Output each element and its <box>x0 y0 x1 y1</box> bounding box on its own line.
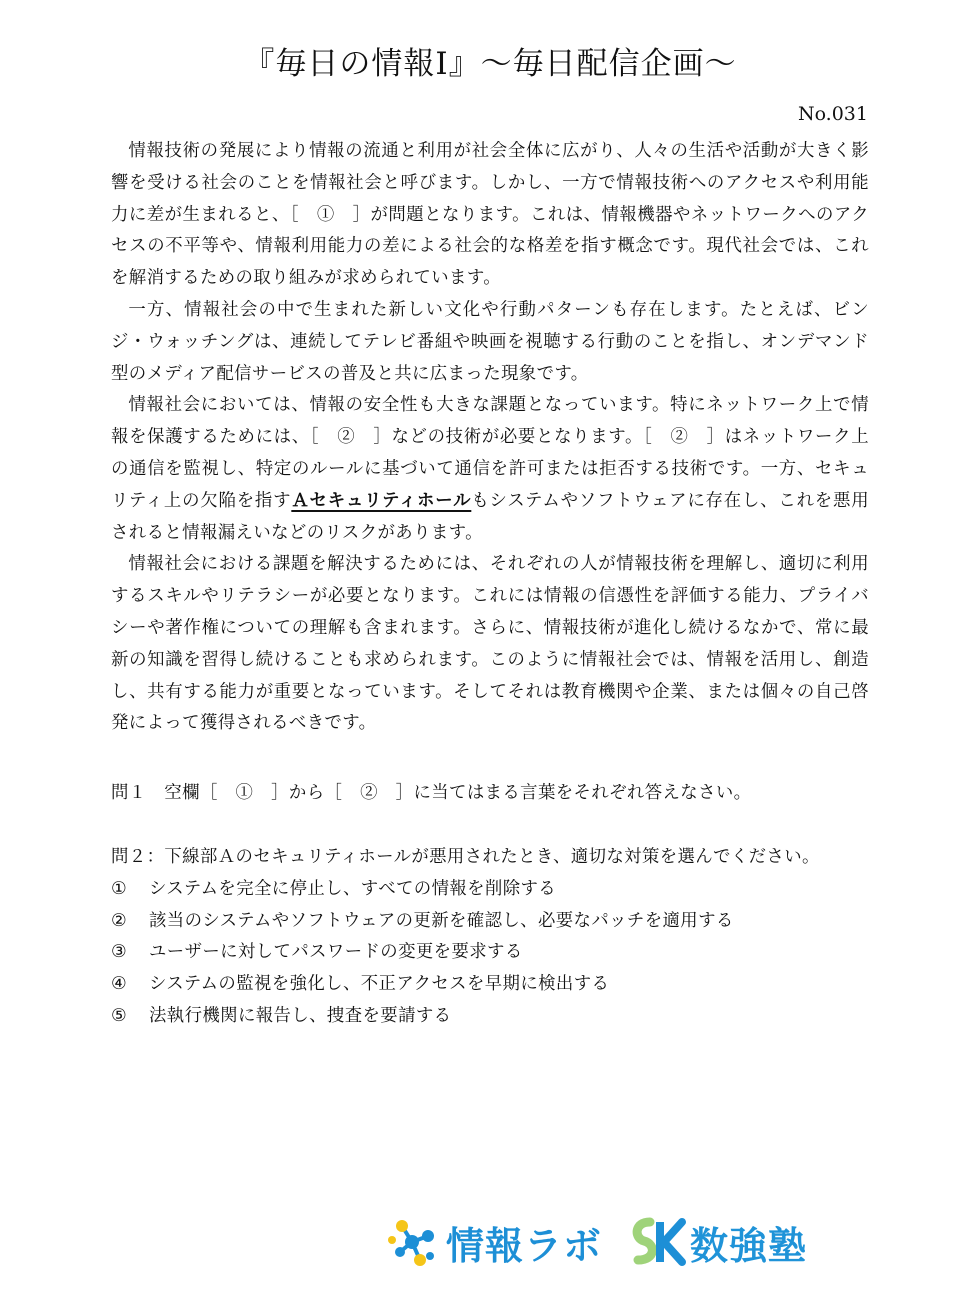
option-mark: ① <box>111 878 127 899</box>
option-text: 該当のシステムやソフトウェアの更新を確認し、必要なパッチを適用する <box>149 910 734 931</box>
option-mark: ④ <box>111 974 127 995</box>
issue-number: No.031 <box>797 103 868 125</box>
question-2-stem: 問２：下線部Ａのセキュリティホールが悪用されたとき、適切な対策を選んでください。 <box>111 847 820 867</box>
paragraph-1-text-b: が問題となります。これは、情報機器やネットワークへのアクセスの不平等や、情報利用能力の差による社会的な格差を指す概念です。現代社会では、これを解消するための取り組みが求められています。 <box>111 204 869 289</box>
joho-labo-logo <box>384 1214 602 1270</box>
option-text: 法執行機関に報告し、捜査を要請する <box>149 1005 452 1026</box>
option-item[interactable] <box>111 906 869 938</box>
sukyojuku-text: 数強塾 <box>690 1223 808 1268</box>
paragraph-1-text-a: 情報技術の発展により情報の流通と利用が社会全体に広がり、人々の生活や活動が大きく影響を受ける社会のことを情報社会と呼びます。しかし、一方で情報技術へのアクセスや利用能力に差が生まれると、 <box>111 141 869 225</box>
underlined-security-hole: Ａセキュリティホール <box>291 490 472 511</box>
paragraph-3 <box>111 390 869 549</box>
option-text: システムを完全に停止し、すべての情報を削除する <box>149 878 557 899</box>
paragraph-3-text-b: などの技術が必要となります。 <box>391 427 644 448</box>
blank-1: ［ ① ］ <box>289 204 371 225</box>
page-title: 『毎日の情報Ⅰ』〜毎日配信企画〜 <box>243 46 737 82</box>
option-text: ユーザーに対してパスワードの変更を要求する <box>149 942 523 963</box>
option-mark: ③ <box>111 942 127 963</box>
footer-logos <box>384 1212 807 1272</box>
option-item[interactable] <box>111 874 869 906</box>
sk-monogram-icon <box>624 1214 686 1270</box>
option-mark: ② <box>111 910 127 931</box>
blank-2: ［ ② ］ <box>309 427 392 448</box>
option-text: システムの監視を強化し、不正アクセスを早期に検出する <box>149 974 610 995</box>
molecule-dots-icon <box>384 1214 440 1270</box>
question-2-options <box>111 874 869 1033</box>
joho-labo-text: 情報ラボ <box>446 1223 603 1268</box>
paragraph-4: 情報社会における課題を解決するためには、それぞれの人が情報技術を理解し、適切に利用するスキルやリテラシーが必要となります。これには情報の信憑性を評価する能力、プライバシーや著作権についての理解も含まれます。さらに、情報技術が進化し続けるなかで、常に最新の知識を習得し続けることも求められます。このように情報社会では、情報を活用し、創造し、共有する能力が重要となっています。そしてそれは教育機関や企業、または個々の自己啓発によって獲得されるべきです。 <box>111 554 869 734</box>
option-item[interactable] <box>111 1001 869 1033</box>
option-mark: ⑤ <box>111 1005 127 1026</box>
paragraph-1 <box>111 136 869 295</box>
question-1: 問１ 空欄［ ① ］から［ ② ］に当てはまる言葉をそれぞれ答えなさい。 <box>111 783 752 803</box>
paragraph-3-text-a: 情報社会においては、情報の安全性も大きな課題となっています。特にネットワーク上で情報を保護するためには、 <box>111 395 869 448</box>
paragraph-3-text-d: もシステムやソフトウェアに存在し、これを悪用されると情報漏えいなどのリスクがあります。 <box>111 490 869 543</box>
passage <box>111 136 869 740</box>
option-item[interactable] <box>111 969 869 1001</box>
paragraph-2: 一方、情報社会の中で生まれた新しい文化や行動パターンも存在します。たとえば、ビンジ・ウォッチングは、連続してテレビ番組や映画を視聴する行動のことを指し、オンデマンド型のメディア配信サービスの普及と共に広まった現象です。 <box>111 299 869 384</box>
option-item[interactable] <box>111 937 869 969</box>
paragraph-3-text-c: はネットワーク上の通信を監視し、特定のルールに基づいて通信を許可または拒否する技術です。一方、セキュリティ上の欠陥を指す <box>111 427 869 511</box>
sukyojuku-logo <box>624 1214 807 1270</box>
question-2 <box>111 842 869 1033</box>
blank-2-repeat: ［ ② ］ <box>643 427 725 448</box>
